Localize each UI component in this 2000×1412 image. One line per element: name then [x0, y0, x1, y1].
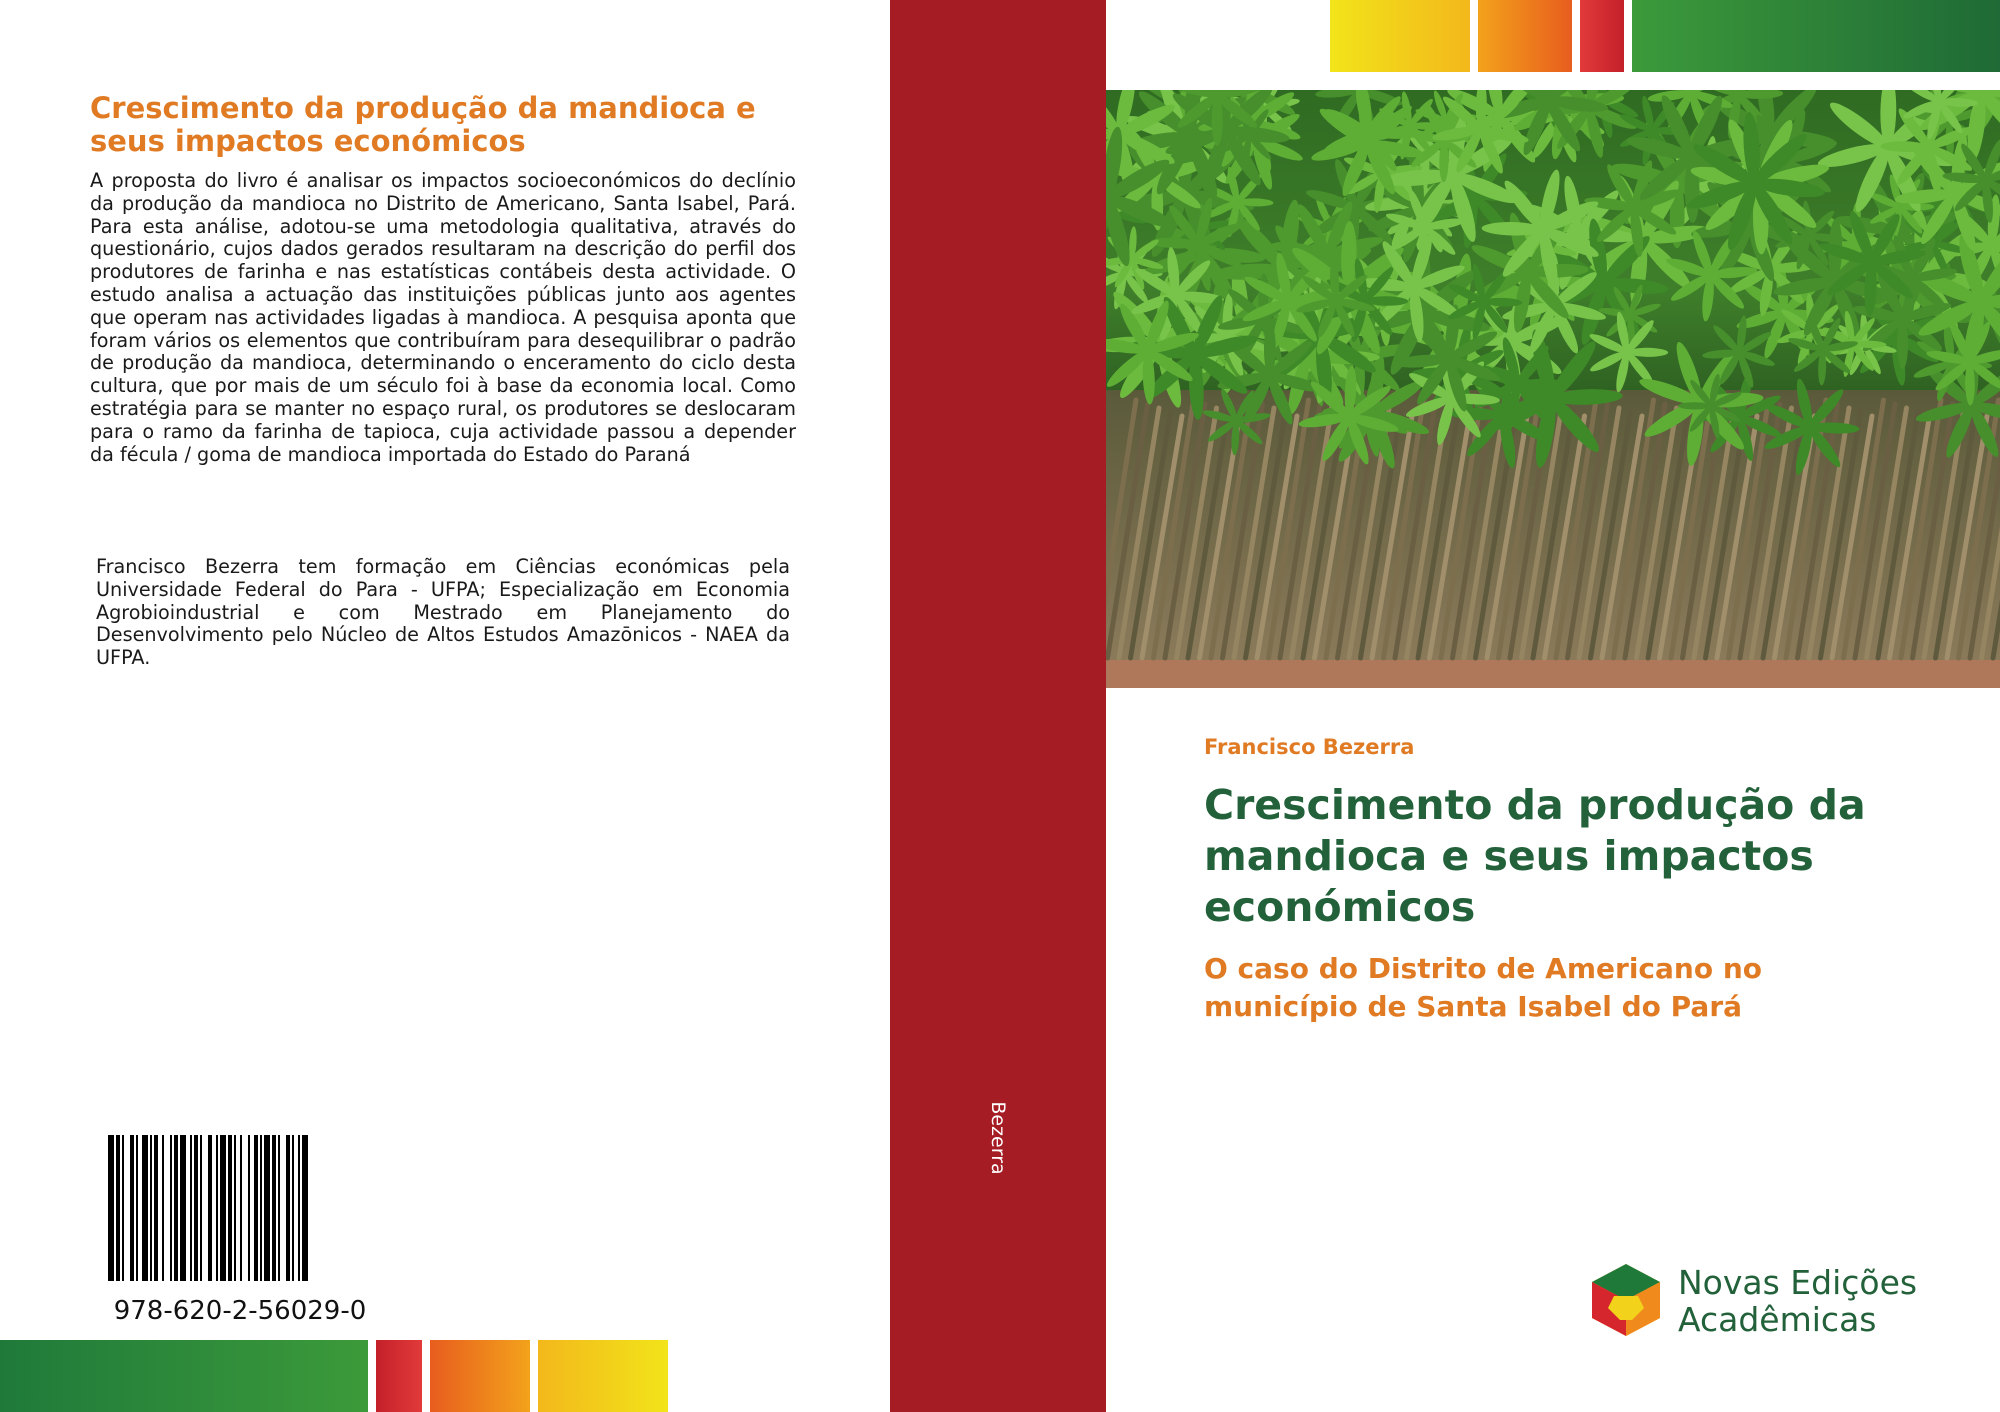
back-cover-title: Crescimento da produção da mandioca e seus impactos económicos: [90, 91, 756, 158]
strip-green: [1632, 0, 2000, 72]
strip-green: [0, 1340, 368, 1412]
front-author: Francisco Bezerra: [1204, 735, 1415, 759]
back-cover: [0, 0, 890, 1412]
publisher-name: [1678, 1264, 1917, 1338]
front-title: Crescimento da produção da mandioca e seus impactos económicos: [1204, 781, 1866, 931]
barcode-icon: [108, 1135, 376, 1281]
front-color-strip: [1106, 0, 2000, 72]
cassava-plants-photo: [1106, 90, 2000, 688]
strip-red: [1580, 0, 1624, 72]
hexagon-logo-icon: [1586, 1262, 1666, 1338]
front-cover: [1106, 0, 2000, 1412]
strip-red: [376, 1340, 422, 1412]
publisher-name-line2: Acadêmicas: [1678, 1300, 1877, 1339]
strip-orange: [430, 1340, 530, 1412]
back-cover-blurb: A proposta do livro é analisar os impactos socioeconómicos do declínio da produção da mandioca no Distrito de Americano, Santa Isabel, Pará. Para esta análise, adotou-se uma metodologia qualitativa, através do questionário, cujos dados gerados resultaram na descrição do perfil dos produtores de farinha e nas estatísticas contábeis desta actividade. O estudo analisa a actuação das instituições públicas junto aos agentes que operam nas actividades ligadas à mandioca. A pesquisa aponta que foram vários os elementos que contribuíram para desequilibrar o padrão de produção da mandioca, determinando o enceramento do ciclo desta cultura, que por mais de um século foi à base da economia local. Como estratégia para se manter no espaço rural, os produtores se deslocaram para o ramo da farinha de tapioca, cuja actividade passou a depender da fécula / goma de mandioca importada do Estado do Paraná: [90, 169, 796, 466]
publisher-name-line1: Novas Edições: [1678, 1263, 1918, 1302]
spine-author: Bezerra: [987, 1101, 1009, 1175]
book-spine: [890, 0, 1106, 1412]
strip-yellow: [1330, 0, 1470, 72]
isbn-number: 978-620-2-56029-0: [113, 1296, 367, 1326]
author-bio: Francisco Bezerra tem formação em Ciências económicas pela Universidade Federal do Para - UFPA; Especialização em Economia Agrobioindustrial e com Mestrado em Planejamento do Desenvolvimento pelo Núcleo de Altos Estudos Amazōnicos - NAEA da UFPA.: [96, 555, 790, 670]
publisher-logo: [1586, 1262, 1926, 1338]
strip-yellow: [538, 1340, 668, 1412]
strip-orange: [1478, 0, 1572, 72]
back-color-strip: [0, 1340, 890, 1412]
front-subtitle: O caso do Distrito de Americano no município de Santa Isabel do Pará: [1204, 952, 1762, 1023]
